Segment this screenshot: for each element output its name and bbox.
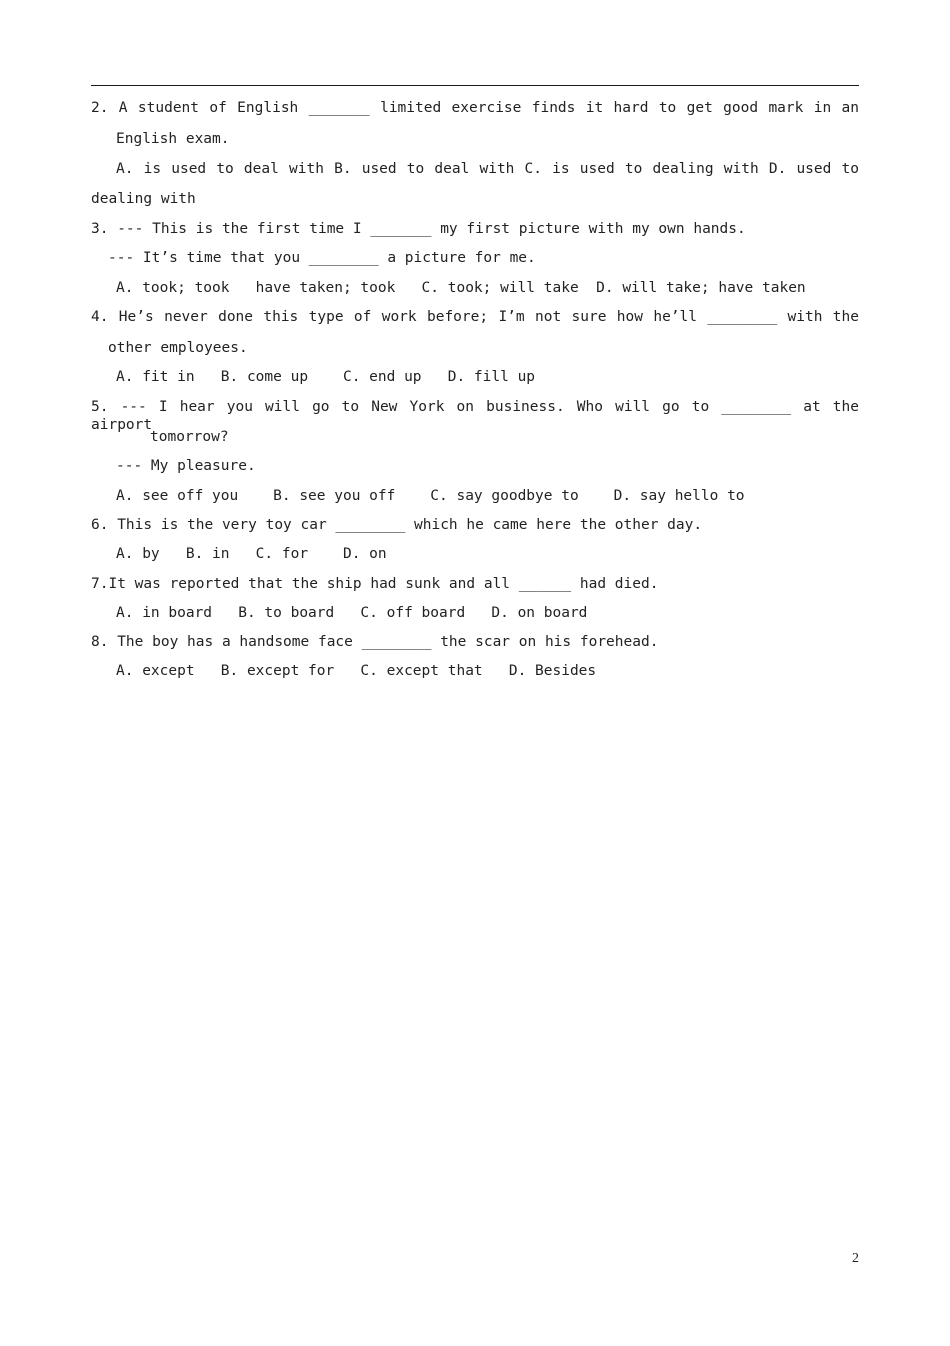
question-5-text: 5. --- I hear you will go to New York on business. Who will go to ________ at the airport	[91, 399, 859, 433]
page-number: 2	[852, 1251, 859, 1266]
question-2-options-cont: dealing with	[91, 191, 196, 207]
question-5-reply: --- My pleasure.	[116, 458, 256, 474]
question-3-options: A. took; took have taken; took C. took; will take D. will take; have taken	[116, 280, 806, 296]
question-2-text: 2. A student of English _______ limited exercise finds it hard to get good mark in an	[91, 100, 859, 116]
question-4-text: 4. He’s never done this type of work before; I’m not sure how he’ll ________ with the	[91, 309, 859, 325]
question-5-options: A. see off you B. see you off C. say goodbye to D. say hello to	[116, 488, 745, 504]
question-4-text-cont: other employees.	[108, 340, 248, 356]
question-4-options: A. fit in B. come up C. end up D. fill up	[116, 369, 536, 385]
question-7-text: 7.It was reported that the ship had sunk and all ______ had died.	[91, 576, 659, 592]
question-2-options: A. is used to deal with B. used to deal with C. is used to dealing with D. used to	[116, 161, 859, 177]
header-rule	[91, 85, 859, 86]
question-3-reply: --- It’s time that you ________ a picture for me.	[108, 250, 536, 266]
question-8-text: 8. The boy has a handsome face ________ the scar on his forehead.	[91, 634, 659, 650]
question-8-options: A. except B. except for C. except that D. Besides	[116, 663, 597, 679]
question-5-text-cont: tomorrow?	[150, 429, 229, 445]
question-3-text: 3. --- This is the first time I _______ my first picture with my own hands.	[91, 221, 746, 237]
question-6-text: 6. This is the very toy car ________ which he came here the other day.	[91, 517, 703, 533]
question-2-text-cont: English exam.	[116, 131, 230, 147]
question-6-options: A. by B. in C. for D. on	[116, 546, 387, 562]
question-7-options: A. in board B. to board C. off board D. on board	[116, 605, 588, 621]
